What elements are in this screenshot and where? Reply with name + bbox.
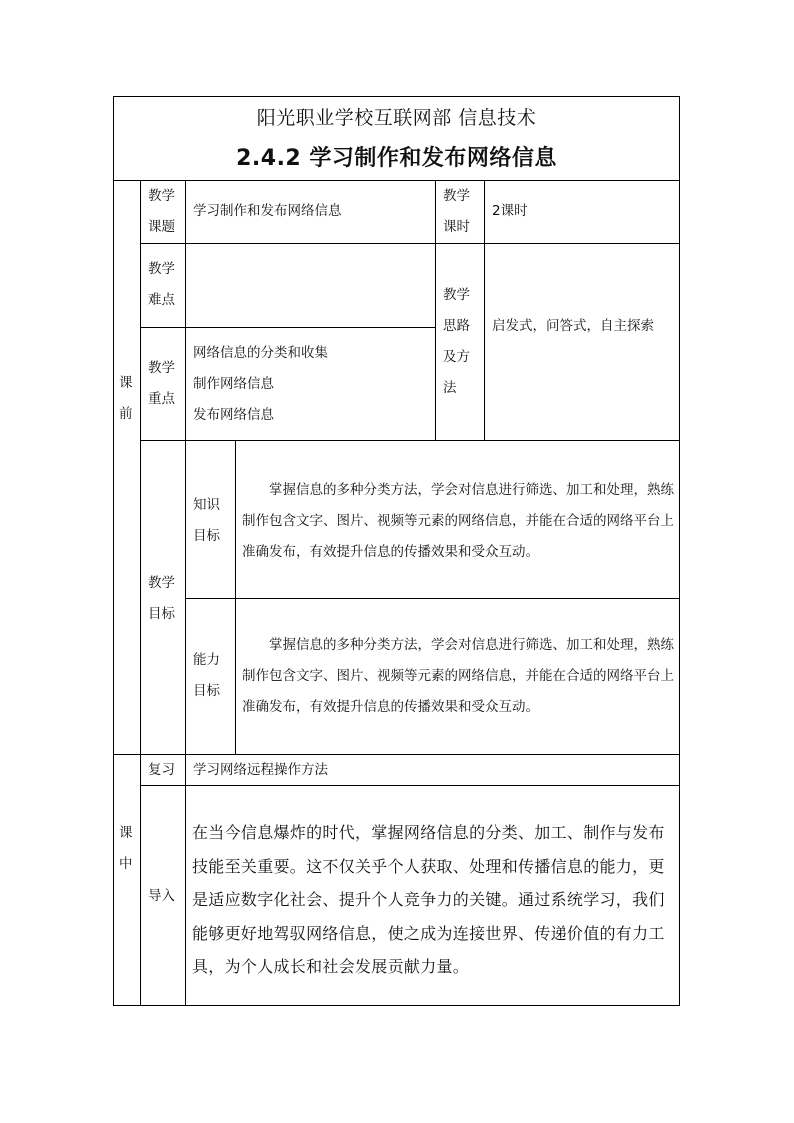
rule-mid-col	[435, 180, 436, 440]
intro-text: 在当今信息爆炸的时代，掌握网络信息的分类、加工、制作与发布技能至关重要。这不仅关乎个人获取、处理和传播信息的能力，更是适应数字化社会、提升个人竞争力的关键。通过系统学习，我们能够更好地驾驭网络信息，使之成为连接世界、传递价值的有力工具，为个人成长和社会发展贡献力量。	[192, 823, 665, 976]
rule-sublabel-col	[235, 440, 236, 754]
lesson-title: 2.4.2 学习制作和发布网络信息	[236, 146, 557, 171]
topic-value: 学习制作和发布网络信息	[193, 203, 342, 219]
key-points-list	[193, 338, 328, 431]
ability-goal-label: 能力 目标	[193, 652, 220, 699]
rule-knowledge-bottom	[185, 598, 680, 599]
knowledge-goal-label: 知识 目标	[193, 497, 220, 544]
section-label-pre-class: 课 前	[119, 375, 133, 422]
rule-header-bottom	[113, 180, 680, 181]
goals-label: 教学 目标	[148, 575, 175, 622]
topic-label: 教学 课题	[148, 188, 175, 235]
rule-label-col-top	[185, 180, 186, 440]
review-value: 学习网络远程操作方法	[193, 762, 328, 778]
list-item: 发布网络信息	[193, 407, 274, 423]
rule-label-col-goals	[185, 440, 186, 754]
hours-value: 2课时	[492, 203, 528, 219]
rule-value-col	[484, 180, 485, 440]
difficulty-label: 教学 难点	[148, 261, 175, 308]
section-label-in-class: 课 中	[119, 825, 133, 872]
list-item: 网络信息的分类和收集	[193, 345, 328, 361]
ability-goal-text: 掌握信息的多种分类方法，学会对信息进行筛选、加工和处理，熟练制作包含文字、图片、视频等元素的网络信息，并能在合适的网络平台上准确发布，有效提升信息的传播效果和受众互动。	[242, 637, 674, 715]
rule-key-bottom	[140, 440, 680, 441]
review-label: 复习	[148, 762, 175, 778]
intro-label: 导入	[148, 888, 175, 904]
knowledge-goal-text: 掌握信息的多种分类方法，学会对信息进行筛选、加工和处理，熟练制作包含文字、图片、视频等元素的网络信息，并能在合适的网络平台上准确发布，有效提升信息的传播效果和受众互动。	[242, 482, 674, 560]
list-item: 制作网络信息	[193, 376, 274, 392]
key-points-label: 教学 重点	[148, 360, 175, 407]
rule-section-col	[140, 180, 141, 1006]
rule-topic-bottom	[140, 243, 680, 244]
school-subject-line: 阳光职业学校互联网部 信息技术	[256, 107, 537, 129]
method-value: 启发式，问答式，自主探索	[492, 318, 654, 334]
rule-label-col-class	[185, 754, 186, 1006]
method-label: 教学 思路 及方 法	[443, 287, 470, 396]
hours-label: 教学 课时	[443, 188, 470, 235]
